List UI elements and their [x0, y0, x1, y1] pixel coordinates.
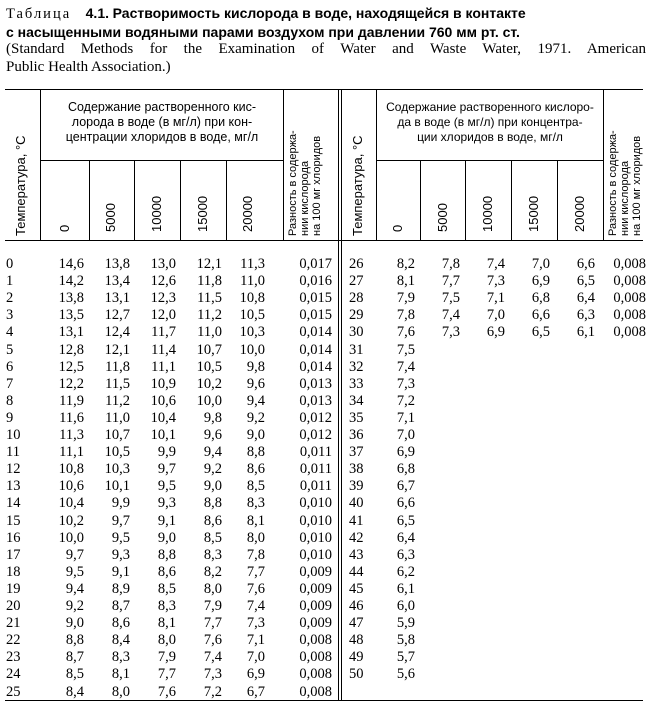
cell-difference: 0,008: [299, 683, 332, 700]
cell-difference: 0,009: [299, 598, 332, 614]
cell-c10000: 8,6: [157, 563, 176, 580]
cell-difference: 0,008: [613, 290, 646, 307]
cell-c15000: 8,3: [203, 546, 222, 563]
cell-difference: 0,016: [299, 273, 332, 290]
cell-c5000: 7,7: [441, 273, 460, 290]
cell-c5000: 7,4: [441, 307, 460, 324]
cell-c10000: 9,7: [157, 461, 176, 478]
cell-temperature: 29: [349, 307, 364, 324]
cell-c5000: 10,1: [104, 478, 130, 495]
cell-c5000: 8,0: [111, 683, 130, 700]
cell-difference: 0,011: [299, 478, 332, 495]
cell-c10000: 12,0: [150, 307, 176, 324]
cell-difference: 0,008: [613, 324, 646, 341]
cell-c10000: 8,5: [157, 580, 176, 597]
cell-c0: 13,5: [58, 307, 84, 324]
cell-c5000: 11,8: [105, 358, 130, 375]
cell-c10000: 7,4: [486, 256, 505, 272]
cell-temperature: 43: [349, 546, 364, 563]
cell-c10000: 8,0: [157, 632, 176, 649]
conc-0-header-right: 0: [390, 224, 405, 232]
col-divider: [557, 160, 558, 240]
cell-c15000: 7,4: [203, 649, 222, 666]
cell-c15000: 10,7: [196, 341, 222, 358]
cell-c5000: 13,8: [104, 256, 130, 272]
cell-c20000: 6,7: [246, 683, 265, 700]
cell-c20000: 6,1: [576, 324, 595, 341]
cell-c0: 11,1: [59, 444, 84, 461]
cell-temperature: 33: [349, 375, 364, 392]
cell-c10000: 7,0: [486, 307, 505, 324]
cell-difference: 0,010: [299, 546, 332, 563]
cell-c20000: 7,8: [246, 546, 265, 563]
cell-difference: 0,008: [613, 256, 646, 272]
cell-c15000: 9,8: [203, 409, 222, 426]
cell-c5000: 8,4: [111, 632, 130, 649]
cell-temperature: 6: [6, 358, 14, 375]
conc-0-header: 0: [57, 224, 72, 232]
cell-c15000: 8,8: [203, 495, 222, 512]
cell-c5000: 10,7: [104, 427, 130, 443]
cell-c10000: 7,7: [157, 666, 176, 683]
cell-difference: 0,010: [299, 512, 332, 529]
cell-temperature: 10: [6, 427, 21, 443]
cell-temperature: 2: [6, 290, 14, 307]
cell-c10000: 8,1: [157, 615, 176, 632]
cell-c5000: 8,3: [111, 649, 130, 666]
cell-c0: 8,8: [65, 632, 84, 649]
cell-c5000: 12,7: [104, 307, 130, 324]
cell-c20000: 6,3: [576, 307, 595, 324]
cell-c0: 10,4: [58, 495, 84, 512]
cell-temperature: 5: [6, 341, 14, 358]
cell-c10000: 10,6: [150, 392, 176, 409]
cell-c0: 7,8: [396, 307, 415, 324]
cell-c10000: 10,1: [150, 427, 176, 443]
cell-difference: 0,008: [299, 632, 332, 649]
cell-c15000: 8,2: [203, 563, 222, 580]
center-divider-b: [341, 89, 342, 700]
cell-c10000: 11,7: [151, 324, 176, 341]
cell-c0: 9,2: [65, 598, 84, 614]
cell-temperature: 3: [6, 307, 14, 324]
cell-c5000: 9,5: [111, 529, 130, 546]
col-divider: [89, 160, 90, 240]
cell-difference: 0,009: [299, 580, 332, 597]
col-divider: [40, 89, 41, 240]
cell-c20000: 7,6: [246, 580, 265, 597]
cell-temperature: 40: [349, 495, 364, 512]
cell-difference: 0,010: [299, 495, 332, 512]
cell-c15000: 6,6: [531, 307, 550, 324]
cell-temperature: 18: [6, 563, 21, 580]
cell-temperature: 17: [6, 546, 21, 563]
cell-temperature: 7: [6, 375, 14, 392]
cell-difference: 0,009: [299, 563, 332, 580]
cell-temperature: 9: [6, 409, 14, 426]
cell-c15000: 8,5: [203, 529, 222, 546]
cell-c5000: 10,3: [104, 461, 130, 478]
cell-c0: 10,6: [58, 478, 84, 495]
cell-c15000: 6,5: [531, 324, 550, 341]
cell-c15000: 11,8: [197, 273, 222, 290]
cell-c0: 12,5: [58, 358, 84, 375]
cell-c5000: 7,3: [441, 324, 460, 341]
cell-temperature: 45: [349, 580, 364, 597]
cell-c5000: 9,9: [111, 495, 130, 512]
cell-c0: 5,7: [396, 649, 415, 666]
cell-c5000: 9,3: [111, 546, 130, 563]
cell-difference: 0,010: [299, 529, 332, 546]
content-header-right: Содержание растворенного кислоро- да в воде (в мг/л) при концентра- ции хлоридов в воде, мг/л: [386, 100, 594, 144]
cell-c20000: 7,3: [246, 615, 265, 632]
cell-difference: 0,013: [299, 392, 332, 409]
cell-temperature: 26: [349, 256, 364, 272]
table-number: 4.1.: [85, 5, 109, 21]
conc-5000-header: 5000: [103, 203, 118, 232]
col-divider: [283, 89, 284, 240]
cell-difference: 0,012: [299, 409, 332, 426]
cell-c0: 6,4: [396, 529, 415, 546]
cell-c10000: 11,1: [151, 358, 176, 375]
cell-c10000: 9,1: [157, 512, 176, 529]
cell-temperature: 1: [6, 273, 14, 290]
cell-c0: 7,2: [396, 392, 415, 409]
cell-temperature: 24: [6, 666, 21, 683]
cell-c15000: 10,0: [196, 392, 222, 409]
cell-c0: 10,2: [58, 512, 84, 529]
conc-20000-header-right: 20000: [572, 195, 587, 232]
col-divider: [465, 160, 466, 240]
cell-c5000: 7,5: [441, 290, 460, 307]
cell-temperature: 27: [349, 273, 364, 290]
cell-c10000: 8,3: [157, 598, 176, 614]
cell-temperature: 35: [349, 409, 364, 426]
cell-c10000: 13,0: [150, 256, 176, 272]
cell-c10000: 7,6: [157, 683, 176, 700]
cell-c20000: 8,5: [246, 478, 265, 495]
cell-temperature: 21: [6, 615, 21, 632]
conc-20000-header: 20000: [240, 195, 255, 232]
cell-temperature: 44: [349, 563, 364, 580]
cell-c20000: 7,0: [246, 649, 265, 666]
cell-c5000: 8,9: [111, 580, 130, 597]
cell-c20000: 8,0: [246, 529, 265, 546]
cell-c15000: 7,7: [203, 615, 222, 632]
cell-temperature: 42: [349, 529, 364, 546]
cell-c5000: 12,1: [104, 341, 130, 358]
cell-c20000: 10,8: [239, 290, 265, 307]
cell-temperature: 15: [6, 512, 21, 529]
cell-temperature: 11: [6, 444, 20, 461]
cell-c5000: 11,0: [105, 409, 130, 426]
cell-c20000: 9,0: [246, 427, 265, 443]
cell-temperature: 14: [6, 495, 21, 512]
cell-c0: 10,8: [58, 461, 84, 478]
source-line-1: (Standard Methods for the Examination of Water and Waste Water, 1971. American: [6, 41, 646, 57]
cell-temperature: 39: [349, 478, 364, 495]
cell-c15000: 10,2: [196, 375, 222, 392]
cell-difference: 0,017: [299, 256, 332, 272]
cell-c0: 14,6: [58, 256, 84, 272]
cell-c0: 6,0: [396, 598, 415, 614]
cell-c0: 9,0: [65, 615, 84, 632]
conc-15000-header-right: 15000: [526, 195, 541, 232]
cell-c0: 6,9: [396, 444, 415, 461]
cell-c5000: 11,2: [105, 392, 130, 409]
cell-c0: 7,9: [396, 290, 415, 307]
cell-c20000: 8,8: [246, 444, 265, 461]
cell-c10000: 9,3: [157, 495, 176, 512]
center-divider-a: [338, 89, 339, 700]
cell-difference: 0,008: [613, 307, 646, 324]
temperature-header-right: Температура, °С: [350, 135, 365, 236]
cell-c0: 6,3: [396, 546, 415, 563]
cell-c0: 5,9: [396, 615, 415, 632]
cell-c20000: 8,6: [246, 461, 265, 478]
cell-temperature: 12: [6, 461, 21, 478]
temperature-header: Температура, °С: [13, 135, 28, 236]
cell-c20000: 7,7: [246, 563, 265, 580]
cell-c0: 6,5: [396, 512, 415, 529]
cell-c0: 6,8: [396, 461, 415, 478]
col-divider: [511, 160, 512, 240]
cell-c0: 5,6: [396, 666, 415, 683]
cell-c20000: 6,4: [576, 290, 595, 307]
cell-c20000: 11,3: [240, 256, 265, 272]
cell-c0: 6,6: [396, 495, 415, 512]
difference-header-right: Разность в содержа- нии кислорода на 100 мг хлоридов: [607, 130, 643, 236]
cell-c0: 14,2: [58, 273, 84, 290]
cell-difference: 0,008: [299, 666, 332, 683]
content-header: Содержание растворенного кис- лорода в воде (в мг/л) при кон- центрации хлоридов в воде, мг/л: [65, 100, 259, 144]
cell-c15000: 9,0: [203, 478, 222, 495]
cell-c15000: 9,2: [203, 461, 222, 478]
cell-temperature: 36: [349, 427, 364, 443]
cell-difference: 0,011: [299, 461, 332, 478]
cell-temperature: 25: [6, 683, 21, 700]
cell-temperature: 34: [349, 392, 364, 409]
cell-c5000: 13,4: [104, 273, 130, 290]
cell-c0: 10,0: [58, 529, 84, 546]
cell-temperature: 37: [349, 444, 364, 461]
cell-c15000: 12,1: [196, 256, 222, 272]
cell-temperature: 0: [6, 256, 14, 272]
cell-c10000: 7,1: [486, 290, 505, 307]
cell-c20000: 10,5: [239, 307, 265, 324]
cell-temperature: 8: [6, 392, 14, 409]
cell-c5000: 12,4: [104, 324, 130, 341]
col-divider: [603, 89, 604, 240]
cell-c20000: 8,1: [246, 512, 265, 529]
cell-c0: 13,1: [58, 324, 84, 341]
cell-c0: 11,9: [59, 392, 84, 409]
cell-c15000: 7,0: [531, 256, 550, 272]
table-label: Таблица: [6, 6, 72, 22]
col-divider: [420, 160, 421, 240]
cell-c15000: 10,5: [196, 358, 222, 375]
cell-difference: 0,008: [613, 273, 646, 290]
cell-c20000: 7,1: [246, 632, 265, 649]
cell-c5000: 10,5: [104, 444, 130, 461]
cell-c0: 9,7: [65, 546, 84, 563]
cell-c0: 13,8: [58, 290, 84, 307]
cell-c5000: 13,1: [104, 290, 130, 307]
cell-c15000: 7,2: [203, 683, 222, 700]
cell-temperature: 16: [6, 529, 21, 546]
cell-c10000: 11,4: [151, 341, 176, 358]
cell-c0: 7,4: [396, 358, 415, 375]
cell-temperature: 50: [349, 666, 364, 683]
cell-c0: 5,8: [396, 632, 415, 649]
cell-c20000: 6,6: [576, 256, 595, 272]
cell-temperature: 23: [6, 649, 21, 666]
cell-c20000: 6,5: [576, 273, 595, 290]
cell-temperature: 4: [6, 324, 14, 341]
cell-c0: 11,3: [59, 427, 84, 443]
cell-c15000: 8,0: [203, 580, 222, 597]
cell-c5000: 11,5: [105, 375, 130, 392]
cell-c0: 8,1: [396, 273, 415, 290]
cell-c0: 8,7: [65, 649, 84, 666]
col-divider: [180, 160, 181, 240]
cell-c0: 8,4: [65, 683, 84, 700]
cell-c10000: 7,3: [486, 273, 505, 290]
cell-c0: 9,4: [65, 580, 84, 597]
cell-c0: 9,5: [65, 563, 84, 580]
cell-temperature: 48: [349, 632, 364, 649]
cell-c10000: 6,9: [486, 324, 505, 341]
cell-c5000: 8,6: [111, 615, 130, 632]
cell-c15000: 11,5: [197, 290, 222, 307]
cell-c20000: 9,6: [246, 375, 265, 392]
cell-c15000: 9,6: [203, 427, 222, 443]
conc-10000-header: 10000: [149, 195, 164, 232]
cell-difference: 0,011: [299, 444, 332, 461]
cell-difference: 0,014: [299, 341, 332, 358]
cell-temperature: 46: [349, 598, 364, 614]
cell-c20000: 6,9: [246, 666, 265, 683]
cell-c0: 6,7: [396, 478, 415, 495]
cell-c10000: 12,3: [150, 290, 176, 307]
cell-c0: 6,1: [396, 580, 415, 597]
source-line-2: Public Health Association.): [6, 59, 171, 75]
cell-temperature: 38: [349, 461, 364, 478]
cell-difference: 0,014: [299, 358, 332, 375]
title-line-2: с насыщенными водяными парами воздухом при давлении 760 мм рт. ст.: [6, 24, 520, 40]
cell-c10000: 7,9: [157, 649, 176, 666]
cell-c10000: 9,5: [157, 478, 176, 495]
cell-c10000: 8,8: [157, 546, 176, 563]
cell-c0: 6,2: [396, 563, 415, 580]
col-divider: [226, 160, 227, 240]
cell-c0: 12,2: [58, 375, 84, 392]
cell-c20000: 10,3: [239, 324, 265, 341]
cell-c20000: 10,0: [239, 341, 265, 358]
cell-c10000: 10,9: [150, 375, 176, 392]
cell-c5000: 7,8: [441, 256, 460, 272]
cell-c15000: 7,3: [203, 666, 222, 683]
cell-difference: 0,015: [299, 307, 332, 324]
conc-15000-header: 15000: [195, 195, 210, 232]
table-top-rule: [5, 89, 643, 90]
cell-c15000: 7,9: [203, 598, 222, 614]
title-line-1: Растворимость кислорода в воде, находящейся в контакте: [112, 5, 526, 21]
cell-c0: 7,6: [396, 324, 415, 341]
conc-5000-header-right: 5000: [435, 203, 450, 232]
cell-temperature: 19: [6, 580, 21, 597]
cell-temperature: 49: [349, 649, 364, 666]
cell-temperature: 20: [6, 598, 21, 614]
subheader-rule: [376, 160, 603, 161]
cell-c5000: 8,7: [111, 598, 130, 614]
cell-c20000: 9,4: [246, 392, 265, 409]
cell-c5000: 9,7: [111, 512, 130, 529]
cell-difference: 0,015: [299, 290, 332, 307]
cell-difference: 0,013: [299, 375, 332, 392]
cell-difference: 0,009: [299, 615, 332, 632]
table-title: [6, 4, 646, 42]
cell-c20000: 8,3: [246, 495, 265, 512]
cell-temperature: 22: [6, 632, 21, 649]
cell-temperature: 41: [349, 512, 364, 529]
cell-c15000: 8,6: [203, 512, 222, 529]
cell-c20000: 9,8: [246, 358, 265, 375]
cell-c20000: 7,4: [246, 598, 265, 614]
header-bottom-rule: [5, 240, 643, 241]
cell-c0: 7,0: [396, 427, 415, 443]
cell-c15000: 6,8: [531, 290, 550, 307]
col-divider: [134, 160, 135, 240]
cell-difference: 0,008: [299, 649, 332, 666]
cell-c0: 11,6: [59, 409, 84, 426]
cell-temperature: 47: [349, 615, 364, 632]
cell-c0: 12,8: [58, 341, 84, 358]
conc-10000-header-right: 10000: [480, 195, 495, 232]
cell-c0: 8,2: [396, 256, 415, 272]
cell-c10000: 12,6: [150, 273, 176, 290]
cell-c20000: 11,0: [240, 273, 265, 290]
cell-temperature: 31: [349, 341, 364, 358]
difference-header: Разность в содержа- нии кислорода на 100 мг хлоридов: [287, 130, 323, 236]
cell-temperature: 30: [349, 324, 364, 341]
cell-difference: 0,014: [299, 324, 332, 341]
cell-c5000: 9,1: [111, 563, 130, 580]
cell-c0: 7,3: [396, 375, 415, 392]
cell-c0: 8,5: [65, 666, 84, 683]
cell-c10000: 9,0: [157, 529, 176, 546]
cell-c0: 7,5: [396, 341, 415, 358]
cell-c5000: 8,1: [111, 666, 130, 683]
cell-difference: 0,012: [299, 427, 332, 443]
cell-temperature: 32: [349, 358, 364, 375]
cell-c10000: 10,4: [150, 409, 176, 426]
cell-c15000: 9,4: [203, 444, 222, 461]
table-bottom-rule: [5, 700, 643, 701]
cell-c0: 7,1: [396, 409, 415, 426]
cell-c15000: 7,6: [203, 632, 222, 649]
cell-temperature: 13: [6, 478, 21, 495]
subheader-rule: [40, 160, 283, 161]
cell-c10000: 9,9: [157, 444, 176, 461]
cell-temperature: 28: [349, 290, 364, 307]
cell-c15000: 11,2: [197, 307, 222, 324]
cell-c20000: 9,2: [246, 409, 265, 426]
cell-c15000: 6,9: [531, 273, 550, 290]
cell-c15000: 11,0: [197, 324, 222, 341]
